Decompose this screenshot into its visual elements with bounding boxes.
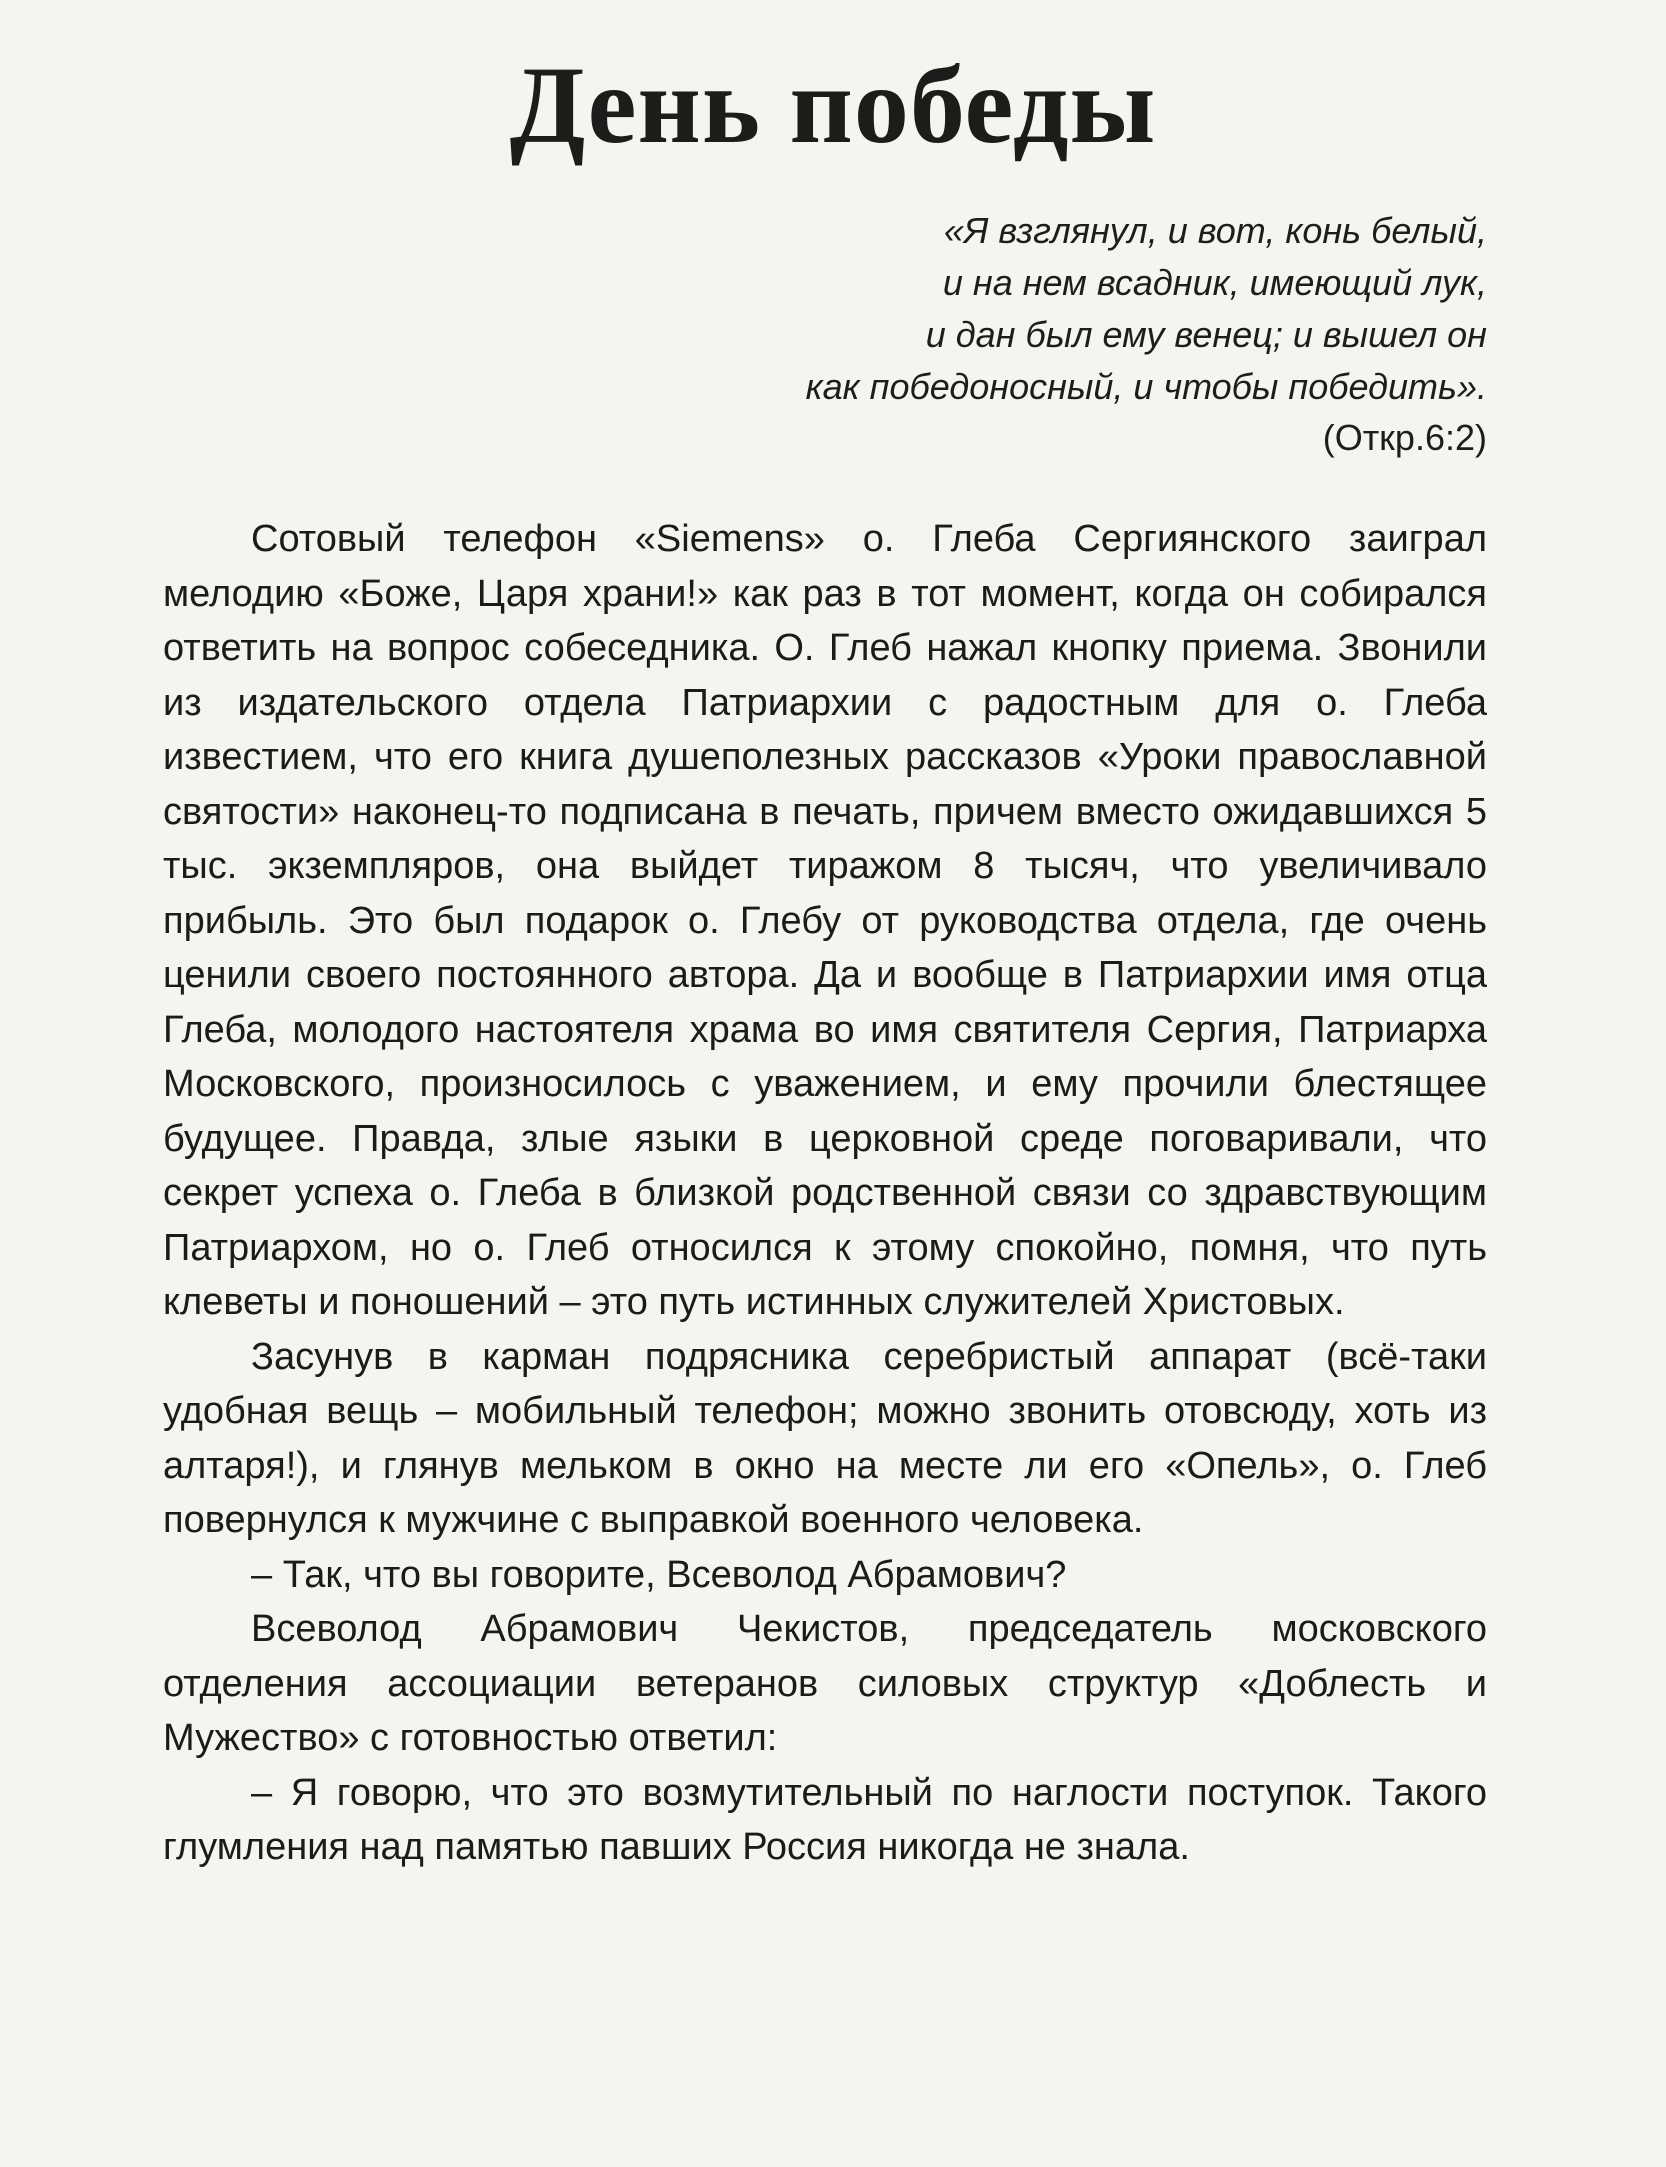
epigraph-line: и дан был ему венец; и вышел он [925, 314, 1487, 355]
page-title: День победы [509, 44, 1157, 166]
paragraph: Всеволод Абрамович Чекистов, председатель московского отделения ассоциации ветеранов силовых структур «Доблесть и Мужество» с готовностью ответил: [163, 1608, 1487, 1759]
epigraph-line: и на нем всадник, имеющий лук, [942, 262, 1487, 303]
epigraph-citation: (Откр.6:2) [1322, 417, 1487, 458]
paragraph: Сотовый телефон «Siemens» о. Глеба Сергиянского заиграл мелодию «Боже, Царя храни!» как раз в тот момент, когда он собирался ответить на вопрос собеседника. О. Глеб нажал кнопку приема. Звонили из издательского отдела Патриархии с радостным для о. Глеба известием, что его книга душеполезных рассказов «Уроки православной святости» наконец-то подписана в печать, причем вместо ожидавшихся 5 тыс. экземпляров, она выйдет тиражом 8 тысяч, что увеличивало прибыль. Это был подарок о. Глебу от руководства отдела, где очень ценили своего постоянного автора. Да и вообще в Патриархии имя отца Глеба, молодого настоятеля храма во имя святителя Сергия, Патриарха Московского, произносилось с уважением, и ему прочили блестящее будущее. Правда, злые языки в церковной среде поговаривали, что секрет успеха о. Глеба в близкой родственной связи со здравствующим Патриархом, но о. Глеб относился к этому спокойно, помня, что путь клеветы и поношений – это путь истинных служителей Христовых. [163, 518, 1487, 1323]
paragraph: – Так, что вы говорите, Всеволод Абрамович? [251, 1553, 1067, 1596]
paragraph: – Я говорю, что это возмутительный по наглости поступок. Такого глумления над памятью павших Россия никогда не знала. [163, 1771, 1487, 1868]
paragraph: Засунув в карман подрясника серебристый аппарат (всё-таки удобная вещь – мобильный телефон; можно звонить отовсюду, хоть из алтаря!), и глянув мельком в окно на месте ли его «Опель», о. Глеб повернулся к мужчине с выправкой военного человека. [163, 1335, 1487, 1541]
epigraph-line: как победоносный, и чтобы победить». [805, 366, 1487, 407]
epigraph [700, 205, 1487, 413]
epigraph-line: «Я взглянул, и вот, конь белый, [943, 210, 1487, 251]
body-text [163, 512, 1487, 1875]
